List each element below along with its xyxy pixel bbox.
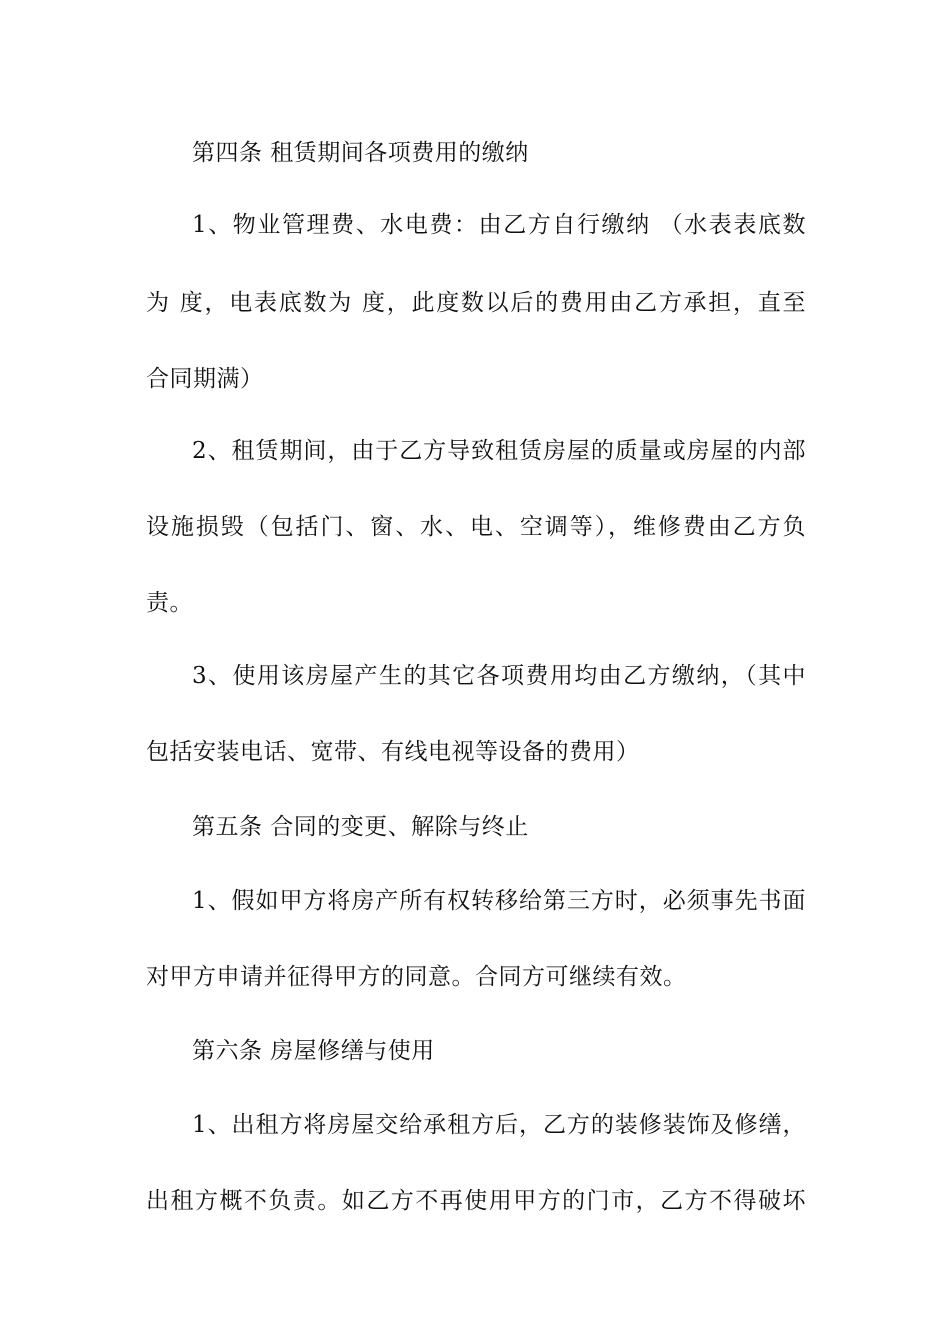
paragraph-line: 包括安装电话、宽带、有线电视等设备的费用） [146, 739, 640, 765]
paragraph-line: 3、使用该房屋产生的其它各项费用均由乙方缴纳，（其中 [192, 663, 806, 689]
paragraph-line: 对甲方申请并征得甲方的同意。合同方可继续有效。 [146, 964, 687, 990]
paragraph-line: 设施损毁（包括门、窗、水、电、空调等），维修费由乙方负 [146, 514, 806, 540]
paragraph-line: 2、租赁期间，由于乙方导致租赁房屋的质量或房屋的内部 [192, 438, 806, 464]
paragraph-line: 出租方概不负责。如乙方不再使用甲方的门市，乙方不得破坏 [146, 1188, 806, 1214]
article-6-heading: 第六条 房屋修缮与使用 [192, 1038, 435, 1064]
paragraph-line: 责。 [146, 590, 193, 616]
paragraph-line: 合同期满） [146, 366, 264, 392]
article-5-heading: 第五条 合同的变更、解除与终止 [192, 814, 529, 840]
article-4-heading: 第四条 租赁期间各项费用的缴纳 [192, 140, 529, 166]
paragraph-line: 1、假如甲方将房产所有权转移给第三方时，必须事先书面 [192, 888, 806, 914]
paragraph-line: 1、物业管理费、水电费：由乙方自行缴纳 （水表表底数 [192, 212, 806, 238]
paragraph-line: 1、出租方将房屋交给承租方后，乙方的装修装饰及修缮， [192, 1112, 806, 1138]
paragraph-line: 为 度，电表底数为 度，此度数以后的费用由乙方承担，直至 [146, 290, 806, 316]
